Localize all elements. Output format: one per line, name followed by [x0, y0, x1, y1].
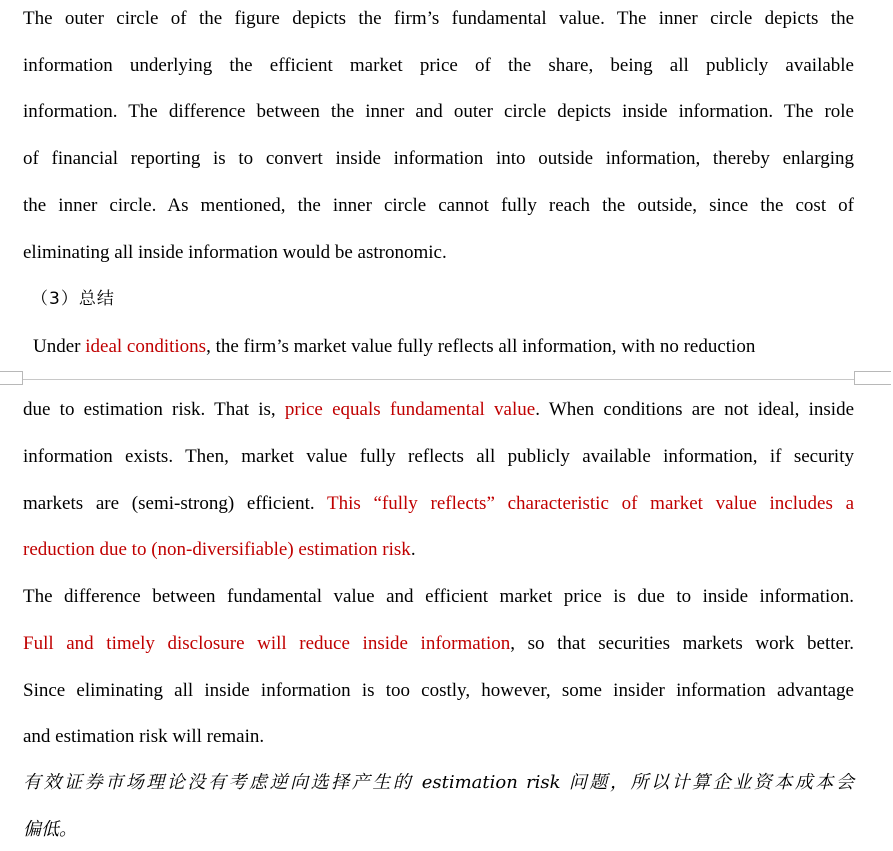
text-run: , the firm’s market value fully reflects all information, with no reduction [206, 336, 756, 357]
paragraph1-line: information underlying the efficient market price of the share, being all publicly available [23, 55, 854, 76]
paragraph1-line: The outer circle of the figure depicts the firm’s fundamental value. The inner circle depicts the [23, 8, 854, 29]
highlighted-text: price equals fundamental value [284, 399, 536, 420]
highlighted-text: This “fully reflects” characteristic of market value includes a [326, 493, 854, 514]
page-break-separator [0, 377, 893, 385]
text-run: due to estimation risk. That is, [23, 399, 285, 420]
paragraph4-line: Since eliminating all inside information is too costly, however, some insider information advantage [23, 680, 854, 701]
paragraph3-line [23, 538, 854, 562]
paragraph1-line: eliminating all inside information would be astronomic. [23, 242, 447, 263]
paragraph2-line [33, 335, 854, 359]
note-line: 有效证券市场理论没有考虑逆向选择产生的 estimation risk 问题，所以计算企业资本成本会 [23, 772, 854, 793]
paragraph3-line: information exists. Then, market value fully reflects all publicly available information, if security [23, 446, 854, 467]
page-margin-marker-right [854, 371, 891, 385]
paragraph3-line [23, 398, 854, 422]
text-run: Under [33, 336, 86, 357]
paragraph4-line: The difference between fundamental value and efficient market price is due to inside information. [23, 586, 854, 607]
text-run: . When conditions are not ideal, inside [535, 399, 855, 420]
paragraph1-line: of financial reporting is to convert inside information into outside information, thereby enlarging [23, 148, 854, 169]
paragraph1-line: the inner circle. As mentioned, the inner circle cannot fully reach the outside, since the cost of [23, 195, 854, 216]
highlighted-text: Full and timely disclosure will reduce inside information [23, 633, 511, 654]
highlighted-text: reduction due to (non-diversifiable) estimation risk [23, 539, 411, 560]
page-margin-marker-left [0, 371, 23, 385]
text-run: . [410, 539, 416, 560]
note-line: 偏低。 [23, 819, 77, 840]
paragraph1-line: information. The difference between the inner and outer circle depicts inside information. The role [23, 101, 854, 122]
paragraph4-line [23, 632, 854, 656]
text-run: , so that securities markets work better. [510, 633, 854, 654]
paragraph3-line [23, 492, 854, 516]
page-break-rule [22, 379, 855, 380]
text-run: markets are (semi-strong) efficient. [23, 493, 327, 514]
paragraph4-line: and estimation risk will remain. [23, 726, 265, 747]
section-heading: （3）总结 [31, 289, 115, 309]
highlighted-text: ideal conditions [85, 336, 207, 357]
